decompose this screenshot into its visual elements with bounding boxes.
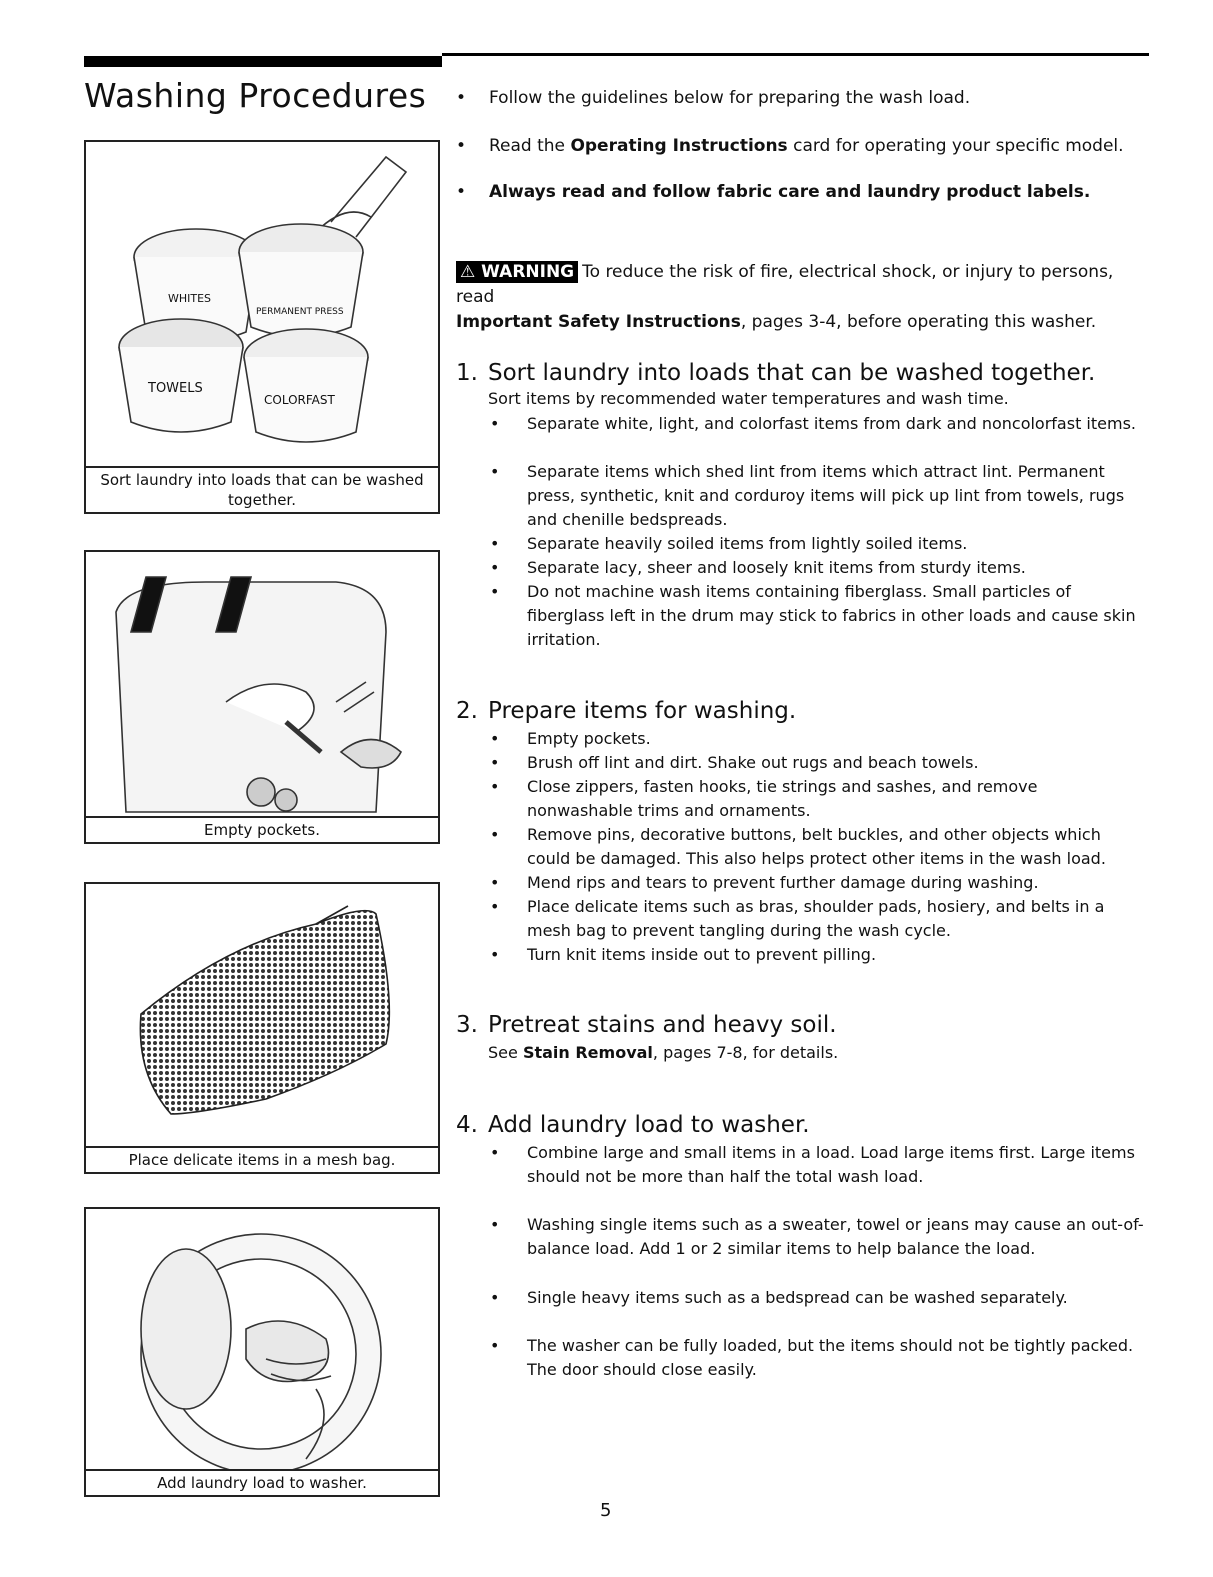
list-item: • Mend rips and tears to prevent further damage during washing. [490,873,1039,892]
page-title: Washing Procedures [84,76,427,115]
figure-empty-pockets [84,550,440,844]
list-item: • Separate lacy, sheer and loosely knit items from sturdy items. [490,558,1026,577]
warning-block [456,260,1148,335]
figure-caption: Add laundry load to washer. [157,1474,367,1492]
list-item: • Close zippers, fasten hooks, tie strings and sashes, and remove nonwashable trims and ornaments. [490,777,1038,820]
figure-caption: Place delicate items in a mesh bag. [128,1151,396,1169]
label-colorfast: COLORFAST [264,393,335,407]
list-item: • Separate white, light, and colorfast items from dark and noncolorfast items. [490,414,1136,433]
list-item: • Do not machine wash items containing fiberglass. Small particles of fiberglass left in the drum may stick to fabrics in other loads and cause skin irritation. [490,582,1136,649]
safety-instructions-ref: Important Safety Instructions [456,312,741,332]
bullet-dot: • [456,182,467,202]
bullet-dot: • [456,136,467,156]
warning-text-2: , pages 3-4, before operating this washer. [740,312,1097,332]
list-item: • Turn knit items inside out to prevent pilling. [490,945,877,964]
list-item: • Place delicate items such as bras, shoulder pads, hosiery, and belts in a mesh bag to prevent tangling during the wash cycle. [490,897,1105,940]
figure-mesh-bag [84,882,440,1174]
washer-illustration [86,1209,438,1471]
bullet-dot: • [456,88,467,108]
step-heading: 3. Pretreat stains and heavy soil. [456,1012,837,1038]
step-intro: Sort items by recommended water temperatures and wash time. [488,389,1009,408]
list-item: • The washer can be fully loaded, but the items should not be tightly packed. The door should close easily. [490,1336,1134,1379]
bullet-text-post: card for operating your specific model. [787,136,1124,156]
bullet-text: Always read and follow fabric care and laundry product labels. [489,182,1091,202]
figure-add-laundry [84,1207,440,1497]
pockets-illustration [86,552,438,818]
list-item: • Remove pins, decorative buttons, belt buckles, and other objects which could be damaged. This also helps protect other items in the wash load. [490,825,1106,868]
header-rule-thick [84,56,442,67]
figure-sort-laundry [84,140,440,514]
list-item: • Single heavy items such as a bedspread can be washed separately. [490,1288,1068,1307]
list-item: • Separate items which shed lint from items which attract lint. Permanent press, synthetic, knit and corduroy items will pick up lint from towels, rugs and chenille bedspreads. [490,462,1125,529]
stain-removal-ref: Stain Removal [522,1043,653,1062]
label-permanent-press: PERMANENT PRESS [256,307,344,317]
mesh-bag-illustration [86,884,438,1148]
warning-text: To reduce the risk of fire, electrical shock, or injury to persons, read [456,262,1114,307]
bullet-text-pre: Read the [489,136,571,156]
baskets-illustration [86,142,438,468]
page-number: 5 [600,1500,612,1521]
bullet-text: Follow the guidelines below for preparing the wash load. [489,88,971,108]
header-rule-thin [442,53,1149,56]
warning-badge: ⚠ WARNING [456,261,578,283]
figure-caption: Empty pockets. [204,821,320,839]
label-whites: WHITES [168,292,212,305]
label-towels: TOWELS [148,381,203,396]
list-item: • Empty pockets. [490,729,651,748]
list-item: • Separate heavily soiled items from lightly soiled items. [490,534,968,553]
list-item: • Brush off lint and dirt. Shake out rugs and beach towels. [490,753,979,772]
list-item: • Washing single items such as a sweater, towel or jeans may cause an out-of-balance load. Add 1 or 2 similar items to help balance the load. [490,1215,1144,1258]
operating-instructions-ref: Operating Instructions [570,136,788,156]
figure-caption: Sort laundry into loads that can be washed together. [100,471,424,509]
list-item: • Combine large and small items in a load. Load large items first. Large items should not be more than half the total wash load. [490,1143,1135,1186]
step-heading: 2. Prepare items for washing. [456,698,797,724]
step-intro: See Stain Removal, pages 7-8, for details. [488,1043,839,1062]
step-heading: 4. Add laundry load to washer. [456,1112,810,1138]
step-heading: 1. Sort laundry into loads that can be washed together. [456,360,1096,386]
